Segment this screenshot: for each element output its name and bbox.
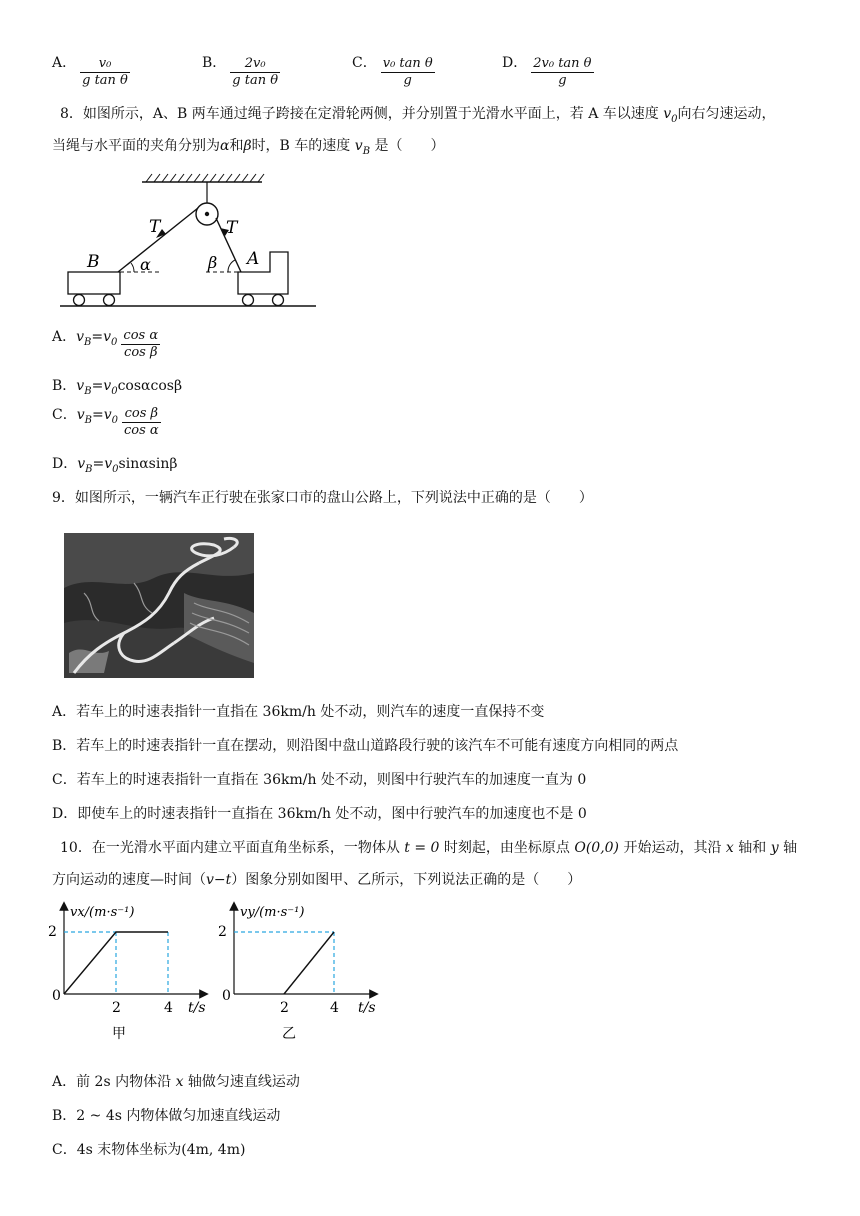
graph-jia-xlabel: t/s [188, 1000, 206, 1016]
q8-pulley-figure [58, 170, 320, 312]
q7-option-c: C． $\frac{\text{v₀ tan θ}}{g}$ [352, 54, 433, 88]
tension-label-right: T [226, 218, 238, 238]
graph-jia-ylabel: vx/(m·s⁻¹) [70, 905, 135, 920]
graph-yi-origin: 0 [222, 988, 231, 1004]
graph-yi-caption: 乙 [282, 1026, 296, 1042]
car-b [68, 272, 120, 306]
q10-option-b: B．2 ~ 4s 内物体做匀加速直线运动 [52, 1108, 281, 1124]
graph-yi-ylabel: vy/(m·s⁻¹) [240, 905, 305, 920]
q8-option-d: D．$v_B=v_0\sin\alpha\sin\beta$ [52, 456, 178, 475]
q10-option-c: C．4s 末物体坐标为(4m, 4m) [52, 1142, 246, 1158]
graph-jia-xtick-4: 4 [164, 1000, 173, 1016]
car-a [238, 252, 288, 306]
angle-beta: β [208, 253, 218, 272]
graph-jia-ytick: 2 [48, 924, 57, 940]
q7-option-a: A． $\frac{\text{v₀}}{\text{g tan θ}}$ [52, 54, 128, 88]
q7-option-d: D． $\frac{\text{2v₀ tan θ}}{g}$ [502, 54, 592, 88]
q10-option-a: A．前 2s 内物体沿 x 轴做匀速直线运动 [52, 1074, 300, 1090]
graph-yi-series-line [284, 932, 334, 994]
q7-option-b: B． $\frac{\text{2v₀}}{\text{g tan θ}}$ [202, 54, 279, 88]
mountain-road-photo [64, 533, 254, 678]
car-b-label: B [87, 252, 100, 272]
q8-option-b: B．$v_B=v_0\cos\alpha\cos\beta$ [52, 378, 183, 397]
graph-yi-xtick-2: 2 [280, 1000, 289, 1016]
q8-stem-line1: 8．如图所示，A、B 两车通过绳子跨接在定滑轮两侧，并分别置于光滑水平面上，若 A 车以速度 $v_0$向右匀速运动， [60, 106, 776, 125]
q8-stem-line2: 当绳与水平面的夹角分别为α和β时，B 车的速度 $v_B$ 是（ ） [52, 138, 445, 157]
graph-jia [42, 898, 212, 1048]
graph-jia-xtick-2: 2 [112, 1000, 121, 1016]
q8-option-c: C．$v_B=v_0$ $\frac{\text{cos β}}{\text{cos α}}$ [52, 406, 159, 438]
q7-options-row [52, 56, 612, 96]
q8-option-a: A．$v_B=v_0$ $\frac{\text{cos α}}{\text{cos β}}$ [52, 328, 159, 360]
q9-stem: 9．如图所示，一辆汽车正行驶在张家口市的盘山公路上，下列说法中正确的是（ ） [52, 490, 593, 506]
graph-yi-xtick-4: 4 [330, 1000, 339, 1016]
graph-jia-origin: 0 [52, 988, 61, 1004]
angle-alpha: α [140, 255, 151, 274]
q10-stem-line1: 10．在一光滑水平面内建立平面直角坐标系，一物体从 t = 0 时刻起，由坐标原点 O(0,0) 开始运动，其沿 x 轴和 y 轴 [60, 840, 798, 856]
q10-stem-line2: 方向运动的速度—时间（v−t）图象分别如图甲、乙所示，下列说法正确的是（ ） [52, 872, 582, 888]
q9-option-d: D．即使车上的时速表指针一直指在 36km/h 处不动，图中行驶汽车的加速度也不是 0 [52, 806, 587, 822]
tension-label-left: T [149, 217, 161, 237]
q9-option-b: B．若车上的时速表指针一直在摆动，则沿图中盘山道路段行驶的该汽车不可能有速度方向相同的两点 [52, 738, 679, 754]
graph-jia-caption: 甲 [112, 1026, 126, 1042]
graph-yi [212, 898, 382, 1048]
ceiling [142, 174, 264, 182]
car-a-label: A [247, 249, 260, 269]
graph-yi-xlabel: t/s [358, 1000, 376, 1016]
q9-option-a: A．若车上的时速表指针一直指在 36km/h 处不动，则汽车的速度一直保持不变 [52, 704, 545, 720]
graph-yi-ytick: 2 [218, 924, 227, 940]
q9-option-c: C．若车上的时速表指针一直指在 36km/h 处不动，则图中行驶汽车的加速度一直为 0 [52, 772, 587, 788]
